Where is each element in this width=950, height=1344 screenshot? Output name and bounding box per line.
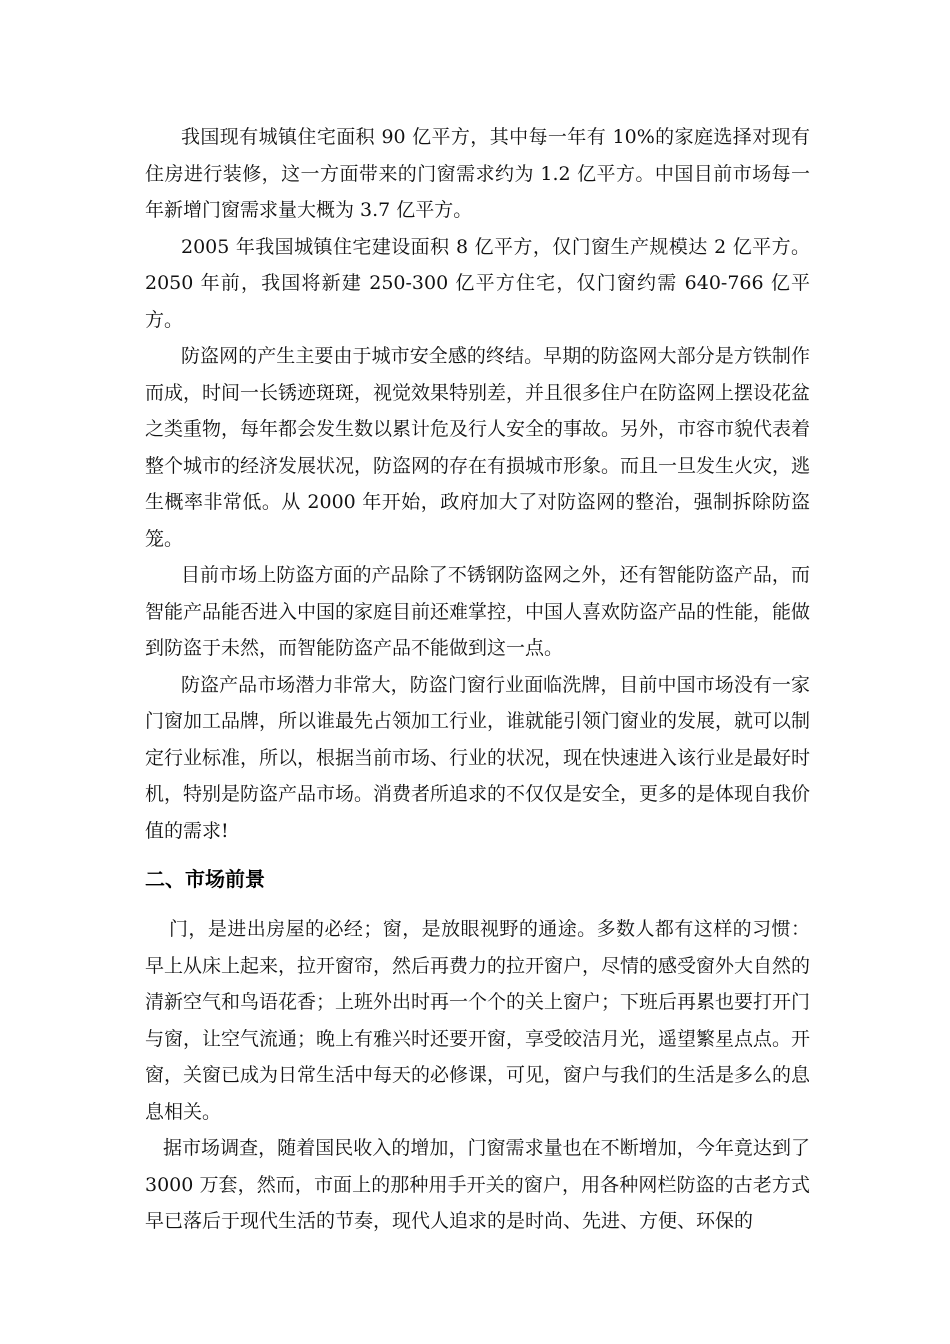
paragraph-housing-area: 我国现有城镇住宅面积 90 亿平方，其中每一年有 10%的家庭选择对现有住房进行装修，这一方面带来的门窗需求约为 1.2 亿平方。中国目前市场每一年新增门窗需求量大概为 3.7 亿平方。: [145, 126, 810, 221]
document-body: [145, 119, 810, 1240]
paragraph-doors-windows: 门，是进出房屋的必经；窗，是放眼视野的通途。多数人都有这样的习惯：早上从床上起来，拉开窗帘，然后再费力的拉开窗户，尽情的感受窗外大自然的清新空气和鸟语花香；上班外出时再一个个的关上窗户；下班后再累也要打开门与窗，让空气流通；晚上有雅兴时还要开窗，享受皎洁月光，遥望繁星点点。开窗，关窗已成为日常生活中每天的必修课，可见，窗户与我们的生活是多么的息息相关。: [145, 918, 811, 1123]
paragraph-market-potential: 防盗产品市场潜力非常大，防盗门窗行业面临洗牌，目前中国市场没有一家门窗加工品牌，所以谁最先占领加工行业，谁就能引领门窗业的发展，就可以制定行业标准，所以，根据当前市场、行业的状况，现在快速进入该行业是最好时机，特别是防盗产品市场。消费者所追求的不仅仅是安全，更多的是体现自我价值的需求!: [145, 673, 811, 842]
paragraph-construction-2005: 2005 年我国城镇住宅建设面积 8 亿平方，仅门窗生产规模达 2 亿平方。2050 年前，我国将新建 250-300 亿平方住宅，仅门窗约需 640-766 亿平方。: [145, 235, 810, 331]
paragraph-market-survey: 据市场调查，随着国民收入的增加，门窗需求量也在不断增加，今年竟达到了 3000 万套，然而，市面上的那种用手开关的窗户，用各种网栏防盗的古老方式早已落后于现代生活的节奏，现代人追求的是时尚、先进、方便、环保的: [145, 1137, 810, 1232]
section-heading: 二、市场前景: [145, 867, 265, 891]
paragraph-security-net-origin: 防盗网的产生主要由于城市安全感的终结。早期的防盗网大部分是方铁制作而成，时间一长锈迹斑斑，视觉效果特别差，并且很多住户在防盗网上摆设花盆之类重物，每年都会发生数以累计危及行人安全的事故。另外，市容市貌代表着整个城市的经济发展状况，防盗网的存在有损城市形象。而且一旦发生火灾，逃生概率非常低。从 2000 年开始，政府加大了对防盗网的整治，强制拆除防盗笼。: [145, 345, 811, 550]
paragraph-smart-security: 目前市场上防盗方面的产品除了不锈钢防盗网之外，还有智能防盗产品，而智能产品能否进入中国的家庭目前还难掌控，中国人喜欢防盗产品的性能，能做到防盗于未然，而智能防盗产品不能做到这一点。: [145, 564, 811, 659]
